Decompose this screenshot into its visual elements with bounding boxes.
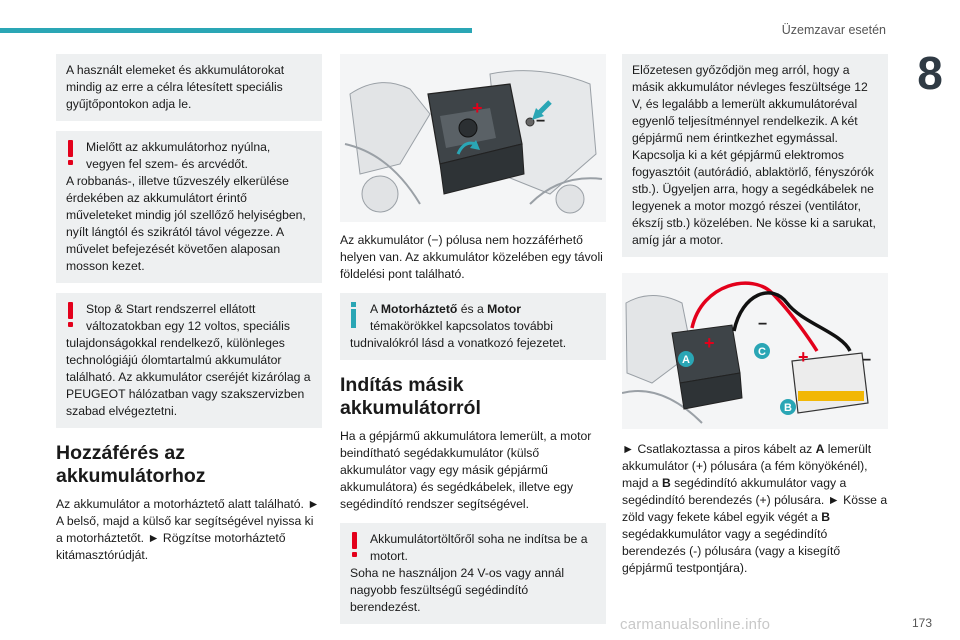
text-line: Előzetesen győződjön meg arról, hogy a — [632, 63, 850, 77]
minus-label: − — [862, 352, 872, 369]
ref-b: B — [821, 510, 831, 524]
label-b: B — [784, 402, 792, 414]
text-line: tudnivalókról lásd a vonatkozó fejezetet. — [350, 336, 567, 350]
warning-box-protection — [56, 131, 322, 283]
section-heading-access — [56, 442, 322, 488]
text-line: akkumulátor (+) pólusára (a fém könyökénél), — [622, 459, 868, 473]
text-fragment: majd a — [622, 476, 662, 490]
warning-icon — [66, 302, 75, 328]
text-line: akkumulátora) és segédkábelek, illetve egy — [340, 480, 574, 494]
label-c: C — [758, 346, 766, 358]
section-heading-jump-start — [340, 374, 606, 420]
text-line: Az akkumulátor (−) pólusa nem hozzáférhető — [340, 233, 583, 247]
svg-text:−: − — [536, 113, 546, 130]
text-line: Az akkumulátor közelében egy távoli földelési — [340, 250, 603, 281]
text-line: témakörökkel kapcsolatos további — [370, 319, 553, 333]
reference-engine: Motor — [487, 302, 521, 316]
text-line: ki a motorháztetőt. — [56, 514, 314, 545]
text-line: nyílt lángtól és szikrától távol végezze. — [66, 225, 274, 239]
text-line: A művelet befejezését követően alaposan — [66, 225, 284, 256]
text-fragment: segédakkumulátor vagy a segédindító — [622, 527, 828, 541]
chapter-number: 8 — [900, 40, 960, 106]
cable-steps — [622, 441, 888, 577]
text-line: A robbanás-, illetve tűzveszély elkerülése — [66, 174, 289, 188]
watermark: carmanualsonline.info — [620, 616, 771, 633]
text-line: technológiájú ólomtartalmú akkumulátor — [66, 353, 282, 367]
heading-line: akkumulátorhoz — [56, 465, 206, 487]
accent-rule — [0, 28, 472, 33]
warning-icon — [350, 532, 359, 558]
text-line: Akkumulátortöltőről soha ne indítsa be a — [370, 532, 588, 546]
text-fragment: ► Csatlakoztassa a piros kábelt az — [622, 442, 816, 456]
text-line: stb.). — [632, 182, 660, 196]
text-fragment: a — [811, 510, 822, 524]
warning-icon — [66, 140, 75, 166]
label-a: A — [682, 354, 690, 366]
text-line: legyenek a motor mozgó részei (ventilátor, — [632, 199, 861, 213]
text-line — [622, 476, 846, 490]
text-line: található. — [66, 370, 116, 384]
text-line: mosson kezet. — [66, 259, 145, 273]
text-line: ► A belső, majd a külső kar segítségével nyissa — [56, 497, 320, 528]
text-line — [350, 301, 596, 318]
text-line: Ha a gépjármű akkumulátora lemerült, a — [340, 429, 557, 443]
text-line: gépjármű testpontjára). — [622, 561, 748, 575]
minus-label: − — [758, 316, 768, 333]
text-line: Ügyeljen arra, hogy a segédkábelek ne — [662, 182, 874, 196]
text-line — [622, 442, 871, 456]
text-line: berendezés (-) pólusára (vagy a kisegítő — [622, 544, 841, 558]
text-line: segédindító rendszer segítségével. — [340, 497, 530, 511]
text-line: Ne kösse ki a sarukat, amíg jár a motor. — [632, 216, 876, 247]
text-line: műveleteket mindig jól szellőző helyiségben, — [66, 208, 306, 222]
text-line: Mielőtt az akkumulátorhoz nyúlna, — [86, 140, 271, 154]
svg-text:+: + — [472, 98, 483, 118]
text-line: mindig az erre a célra létesített speciális — [66, 80, 283, 94]
text-line: ékszíj stb.) közelében. — [632, 216, 753, 230]
text-line: vegyen fel szem- és arcvédőt. — [86, 157, 248, 171]
recycling-note — [56, 54, 322, 121]
text-line: Az akkumulátor cseréjét kizárólag a — [118, 370, 311, 384]
text-line: annál nagyobb feszültségű segédindító — [350, 566, 565, 597]
text-line: ► Kösse a zöld vagy fekete kábel egyik végét — [622, 493, 888, 524]
reference-bonnet: Motorháztető — [380, 302, 458, 316]
battery-engine-bay-illustration — [340, 54, 606, 222]
text-line: Az akkumulátor a motorháztető alatt található. — [56, 497, 304, 511]
text-fragment: lemerült — [824, 442, 872, 456]
info-box-references — [340, 293, 606, 360]
ref-a: A — [815, 442, 825, 456]
heading-line: Hozzáférés az — [56, 442, 185, 464]
jump-start-intro — [340, 428, 606, 513]
text-fragment: és a — [457, 302, 488, 316]
column-1 — [56, 54, 322, 564]
column-3 — [622, 54, 888, 577]
access-instructions — [56, 496, 322, 564]
text-line: fogyasztóit (autórádió, ablaktörlő, fényszórók — [632, 165, 874, 179]
text-line: A használt elemeket és akkumulátorokat — [66, 63, 285, 77]
ground-point-note — [340, 232, 606, 283]
text-line: ► Rögzítse motorháztető kitámasztórúdját. — [56, 531, 286, 562]
jump-start-cable-illustration — [622, 273, 888, 429]
plus-label: + — [704, 333, 715, 353]
text-line: segédindító berendezés (+) pólusára. — [622, 493, 825, 507]
warning-box-charger — [340, 523, 606, 624]
plus-label: + — [798, 347, 809, 367]
text-line: berendezést. — [350, 600, 421, 614]
text-line: motor beindítható segédakkumulátor (külső — [340, 429, 592, 460]
text-fragment: segédindító akkumulátor vagy a — [670, 476, 847, 490]
text-line: gyűjtőpontokon adja le. — [66, 97, 192, 111]
column-2 — [340, 54, 606, 634]
text-line: másik akkumulátor névleges feszültsége 12 — [632, 80, 868, 94]
heading-line: Indítás másik — [340, 374, 464, 396]
text-line: Stop & Start rendszerrel ellátott — [86, 302, 256, 316]
text-line: motort. — [370, 549, 408, 563]
info-icon — [351, 302, 356, 328]
text-line: A két gépjármű nem érintkezhet egymással. — [632, 114, 858, 145]
text-line: PEUGEOT hálózatban vagy szakszervizben — [66, 387, 305, 401]
text-line: Soha ne használjon 24 V-os vagy — [350, 566, 531, 580]
heading-line: akkumulátorról — [340, 397, 481, 419]
precautions-box — [622, 54, 888, 257]
text-line: pont található. — [388, 267, 465, 281]
text-line: tulajdonságokkal rendelkező, különleges — [66, 336, 285, 350]
text-line: Kapcsolja ki a két gépjármű elektromos — [632, 148, 845, 162]
text-line: érdekében az akkumulátort érintő — [66, 191, 247, 205]
ref-b: B — [661, 476, 671, 490]
text-line: szabad elvégeztetni. — [66, 404, 178, 418]
page-number: 173 — [911, 616, 932, 630]
text-line: helyen van. — [340, 250, 403, 264]
top-bar — [0, 0, 960, 40]
warning-box-stop-start — [56, 293, 322, 428]
text-line: változatokban egy 12 voltos, speciális — [86, 319, 290, 333]
text-line: akkumulátor vagy egy másik gépjármű — [340, 463, 548, 477]
text-line: egyenlő teljesítménnyel rendelkezik. — [632, 114, 828, 128]
running-header: Üzemzavar esetén — [781, 23, 886, 37]
text-fragment: A — [370, 302, 381, 316]
text-line: V, és legalább a lemerült akkumulátoréval — [632, 97, 858, 111]
